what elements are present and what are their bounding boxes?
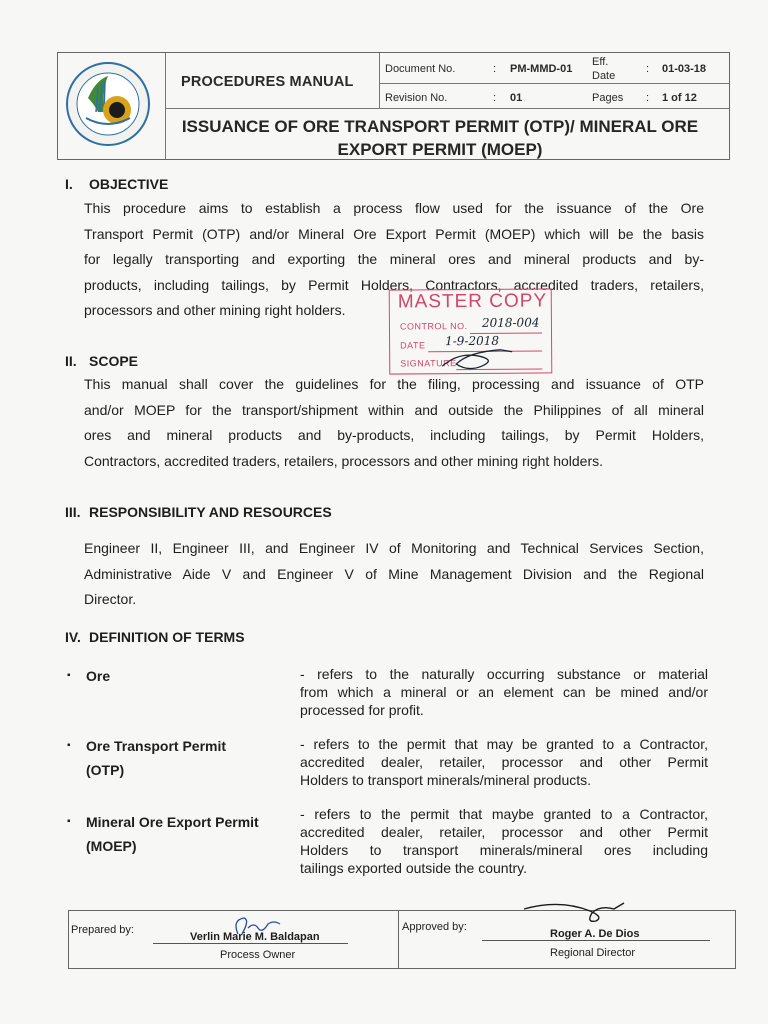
paragraph-line: and/or MOEP for the transport/shipment within and outside the Philippines of all mineral xyxy=(84,401,704,418)
section-heading-responsibility: RESPONSIBILITY AND RESOURCES xyxy=(89,504,332,520)
stamp-date-label: DATE xyxy=(400,340,426,351)
colon: : xyxy=(493,92,497,104)
term-line: Ore Transport Permit xyxy=(86,738,227,754)
paragraph-line: products, including tailings, by Permit Holders, Contractors, accredited traders, retailers, xyxy=(84,276,704,293)
eff-date-value: 01-03-18 xyxy=(662,63,707,75)
bullet: ▪ xyxy=(67,670,71,681)
definition-otp xyxy=(300,735,708,789)
approved-name: Roger A. De Dios xyxy=(550,928,640,940)
definition-line: - refers to the permit that maybe granted to a Contractor, xyxy=(300,806,708,822)
document-title-line: EXPORT PERMIT (MOEP) xyxy=(337,140,543,159)
manual-title: PROCEDURES MANUAL xyxy=(181,74,354,90)
agency-seal-logo xyxy=(62,60,154,148)
bullet: ▪ xyxy=(67,816,71,827)
header-divider xyxy=(165,108,729,109)
term-line: (OTP) xyxy=(86,762,125,778)
document-no-label: Document No. xyxy=(385,63,456,75)
stamp-title: MASTER COPY xyxy=(397,290,548,313)
paragraph-line: Transport Permit (OTP) and/or Mineral Ore Export Permit (MOEP) which will be the basis xyxy=(84,225,704,242)
colon: : xyxy=(646,63,650,75)
definition-line: Holders to transport minerals/mineral products. xyxy=(300,772,592,788)
definition-moep xyxy=(300,805,708,877)
definition-line: from which a mineral or an element can be mined and/or xyxy=(300,684,708,700)
paragraph-line: Contractors, accredited traders, retailers, processors and other mining right holders. xyxy=(84,452,604,469)
revision-no-value: 01 xyxy=(510,92,523,104)
paragraph-line: processors and other mining right holders. xyxy=(84,302,346,318)
definition-line: tailings exported outside the country. xyxy=(300,860,527,876)
definition-line: accredited dealer, retailer, processor and other Permit xyxy=(300,754,708,770)
paragraph-line: This manual shall cover the guidelines for the filing, processing and issuance of OTP xyxy=(84,376,704,392)
term-ore: Ore xyxy=(86,668,111,684)
revision-no-label: Revision No. xyxy=(385,92,448,104)
definition-line: - refers to the permit that may be granted to a Contractor, xyxy=(300,736,708,752)
bullet: ▪ xyxy=(67,740,71,751)
paragraph-line: for legally transporting and exporting the mineral ores and mineral products and by- xyxy=(84,251,704,267)
stamp-control-label: CONTROL NO. xyxy=(399,321,468,332)
stamp-control-value: 2018-004 xyxy=(481,315,540,330)
section-heading-objective: OBJECTIVE xyxy=(89,176,169,192)
section-number: I. xyxy=(65,176,73,192)
responsibility-paragraph xyxy=(84,536,704,613)
prepared-role: Process Owner xyxy=(220,949,296,961)
section-number: IV. xyxy=(65,629,81,645)
section-number: III. xyxy=(65,504,81,520)
document-title xyxy=(150,115,730,161)
definition-line: accredited dealer, retailer, processor and other Permit xyxy=(300,824,708,840)
footer-divider xyxy=(398,911,399,968)
document-title-line: ISSUANCE OF ORE TRANSPORT PERMIT (OTP)/ MINERAL ORE xyxy=(181,117,699,136)
scope-paragraph xyxy=(84,372,704,474)
stamp-signature-label: SIGNATURE xyxy=(400,358,457,369)
approved-role: Regional Director xyxy=(550,947,635,959)
section-heading-scope: SCOPE xyxy=(89,353,139,369)
colon: : xyxy=(646,92,650,104)
stamp-date-value: 1-9-2018 xyxy=(445,333,500,349)
pages-value: 1 of 12 xyxy=(662,92,697,104)
approved-by-label: Approved by: xyxy=(402,921,467,933)
term-line: Mineral Ore Export Permit xyxy=(86,814,259,830)
definition-line: - refers to the naturally occurring substance or material xyxy=(300,666,708,682)
definition-line: Holders to transport minerals/mineral ores including xyxy=(300,842,708,858)
stamp-signature-scribble xyxy=(438,346,518,375)
paragraph-line: This procedure aims to establish a process flow used for the issuance of the Ore xyxy=(84,200,704,216)
definition-ore xyxy=(300,665,708,719)
term-otp xyxy=(86,734,226,782)
pages-label: Pages xyxy=(592,92,624,104)
section-heading-definitions: DEFINITION OF TERMS xyxy=(89,629,245,645)
paragraph-line: Engineer II, Engineer III, and Engineer IV of Monitoring and Technical Services Section, xyxy=(84,540,704,556)
term-moep xyxy=(86,810,259,858)
prepared-by-label: Prepared by: xyxy=(71,924,134,936)
colon: : xyxy=(493,63,497,75)
paragraph-line: ores and mineral products and by-products, including tailings, by Permit Holders, xyxy=(84,427,704,443)
master-copy-stamp xyxy=(389,288,553,374)
signature-line xyxy=(482,940,710,941)
definition-line: processed for profit. xyxy=(300,702,424,718)
term-line: (MOEP) xyxy=(86,838,137,854)
document-no-value: PM-MMD-01 xyxy=(510,63,573,75)
eff-date-label: Eff. Date xyxy=(592,56,616,82)
paragraph-line: Director. xyxy=(84,591,137,607)
prepared-name: Verlin Marie M. Baldapan xyxy=(190,931,320,943)
signature-line xyxy=(153,943,348,944)
section-number: II. xyxy=(65,353,77,369)
header-divider xyxy=(379,53,380,108)
approved-signature xyxy=(520,895,630,931)
header-divider xyxy=(379,83,729,84)
paragraph-line: Administrative Aide V and Engineer V of Mine Management Division and the Regional xyxy=(84,565,704,582)
